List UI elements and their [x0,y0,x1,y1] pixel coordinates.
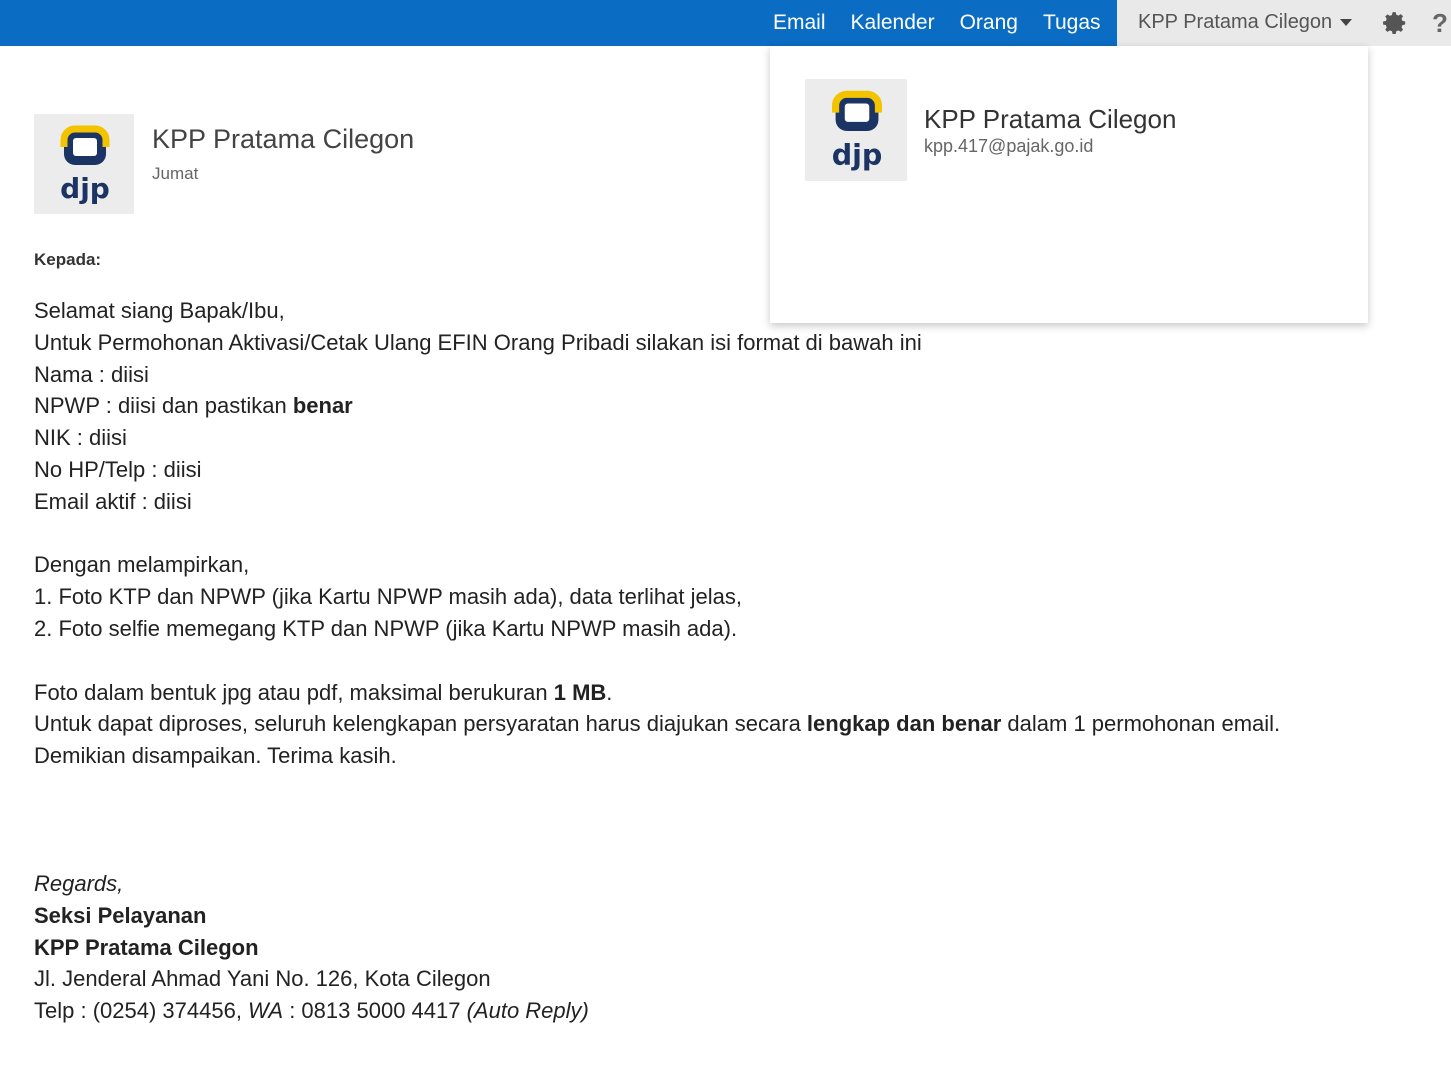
djp-logo [805,79,907,181]
signature-address: Jl. Jenderal Ahmad Yani No. 126, Kota Cilegon [34,966,491,992]
nav-people[interactable]: Orang [959,11,1018,34]
signature-unit: Seksi Pelayanan [34,902,207,928]
signature [34,868,589,1027]
body-line: Selamat siang Bapak/Ibu, [34,298,285,323]
body-text: dalam 1 permohonan email. [1001,711,1281,737]
body-text: Foto dalam bentuk jpg atau pdf, maksimal berukuran [34,679,554,705]
nav-tasks[interactable]: Tugas [1042,11,1101,34]
body-line: Demikian disampaikan. Terima kasih. [34,743,397,769]
body-line: Untuk Permohonan Aktivasi/Cetak Ulang EFIN Orang Pribadi silakan isi format di bawah ini [34,329,922,355]
account-name: KPP Pratama Cilegon [1138,11,1333,33]
signature-office: KPP Pratama Cilegon [34,934,259,960]
signature-regards: Regards, [34,871,124,896]
account-area [1117,0,1451,46]
svg-text:djp: djp [60,172,110,205]
account-menu-button[interactable] [1138,11,1352,34]
body-line: NIK : diisi [34,425,127,451]
body-line [34,677,1280,709]
body-line: 1. Foto KTP dan NPWP (jika Kartu NPWP masih ada), data terlihat jelas, [34,584,742,610]
djp-logo [34,114,134,214]
body-emphasis: 1 MB [553,679,607,705]
body-text: Untuk dapat diproses, seluruh kelengkapan persyaratan harus diajukan secara [34,711,807,737]
top-navigation-bar [0,0,1451,46]
body-text: . [606,679,613,705]
chevron-down-icon [1340,19,1352,26]
gear-icon[interactable] [1382,10,1408,36]
body-line [34,708,1280,740]
contact-email[interactable]: kpp.417@pajak.go.id [924,136,1094,156]
body-line: Dengan melampirkan, [34,552,250,578]
body-line: Email aktif : diisi [34,488,192,514]
app-nav [773,0,1126,46]
nav-email[interactable]: Email [773,11,826,34]
body-line [34,390,1280,422]
body-emphasis: benar [292,393,353,419]
message-date: Jumat [152,164,199,183]
body-text: NPWP : diisi dan pastikan [34,393,293,419]
recipient-label: Kepada: [34,250,102,269]
contact-card-popup [770,46,1368,323]
message-body [34,295,1280,772]
body-line: No HP/Telp : diisi [34,456,202,482]
contact-name[interactable]: KPP Pratama Cilegon [924,104,1177,134]
body-line: 2. Foto selfie memegang KTP dan NPWP (jika Kartu NPWP masih ada). [34,615,738,641]
sender-name[interactable]: KPP Pratama Cilegon [152,124,415,154]
body-emphasis: lengkap dan benar [806,711,1002,737]
body-line: Nama : diisi [34,361,149,387]
sender-avatar [34,114,134,214]
nav-calendar[interactable]: Kalender [850,11,935,34]
contact-avatar [805,79,907,181]
svg-text:djp: djp [831,137,883,172]
signature-phone: Telp : (0254) 374456, WA : 0813 5000 4417 (Auto Reply) [34,998,589,1024]
question-icon[interactable]: ? [1432,8,1448,38]
